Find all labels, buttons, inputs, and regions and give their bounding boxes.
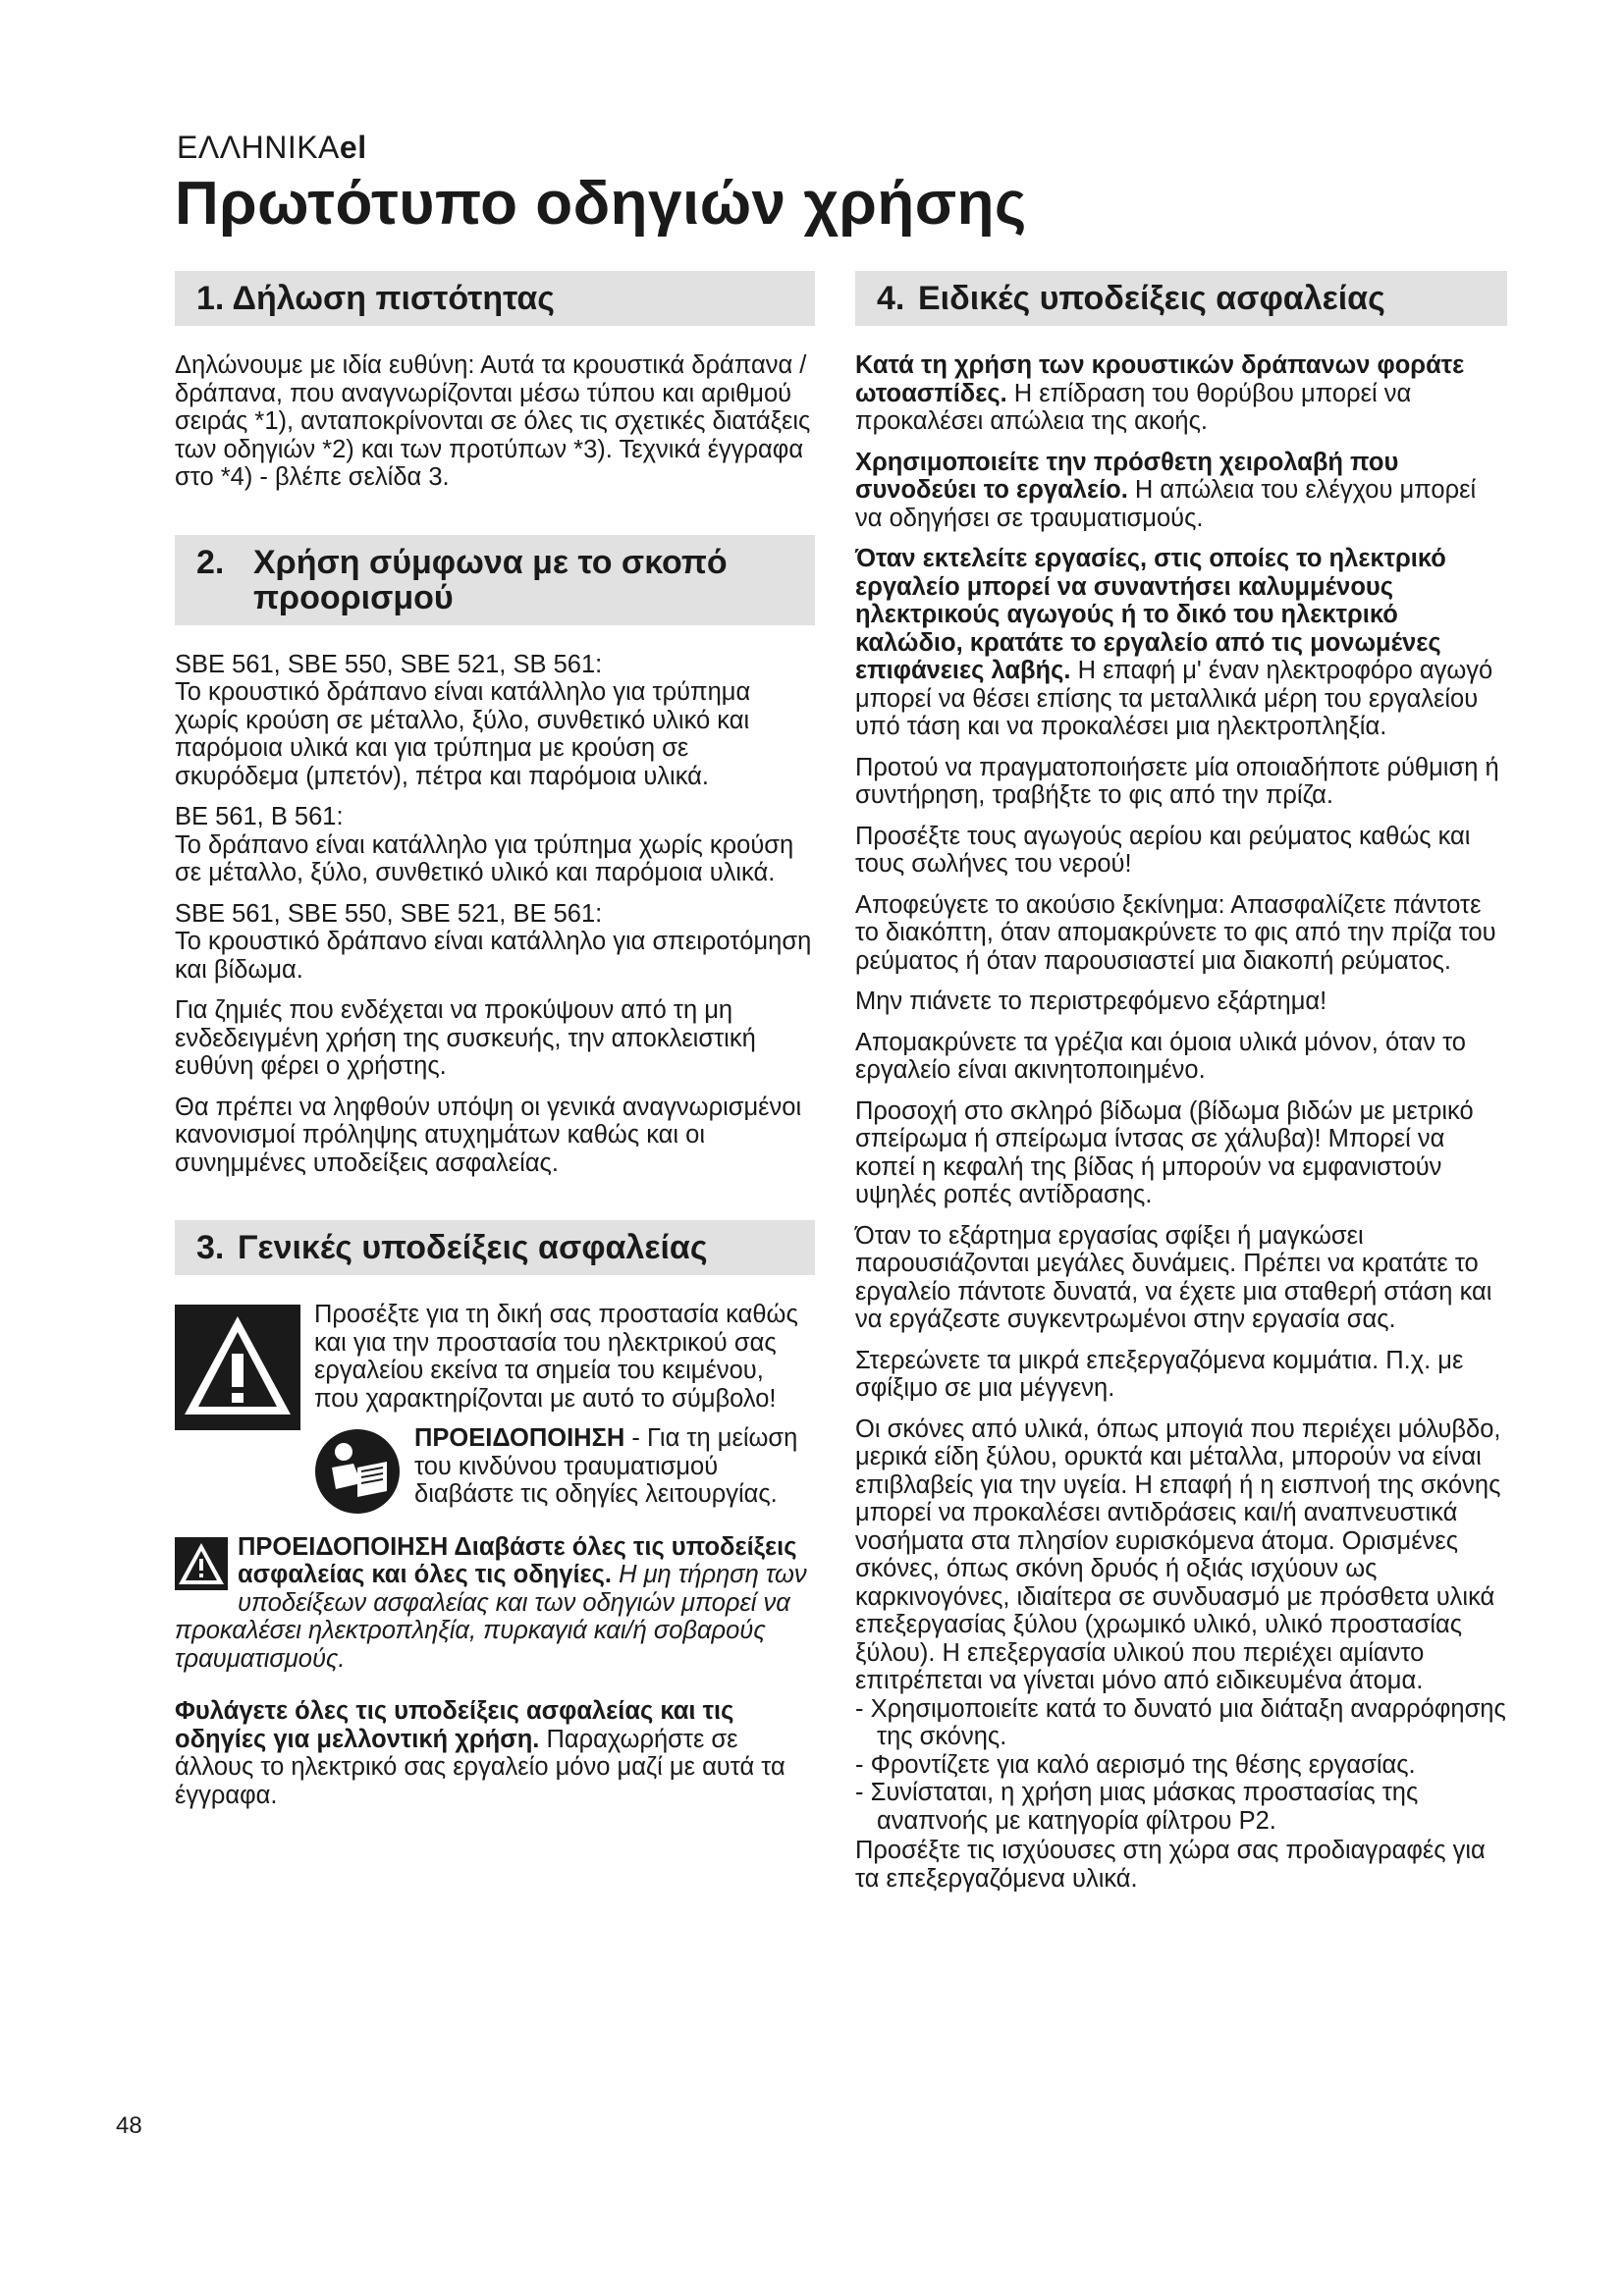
- section-1-number: 1.: [196, 280, 225, 317]
- section-3-title: Γενικές υποδείξεις ασφαλείας: [238, 1229, 708, 1266]
- warning-triangle-icon: [175, 1305, 300, 1430]
- section-1-heading: [175, 271, 815, 326]
- unintended-start-text: Αποφεύγετε το ακούσιο ξεκίνημα: Απασφαλίζετε πάντοτε το διακόπτη, όταν απομακρύνετε το φις από την πρίζα του ρεύματος ή όταν παρουσιαστεί μια διακοπή ρεύματος.: [855, 890, 1496, 975]
- section-4-title: Ειδικές υποδείξεις ασφαλείας: [918, 280, 1385, 317]
- hard-screwing-text: Προσοχή στο σκληρό βίδωμα (βίδωμα βιδών με μετρικό σπείρωμα ή σπείρωμα ίντσας σε χάλυβα)! Μπορεί να κοπεί η κεφαλή της βίδας ή μπορούν να εμφανιστούν υψηλές ροπές αντίδρασης.: [855, 1096, 1474, 1208]
- ear-protection-bold: Κατά τη χρήση των κρουστικών δράπανων φοράτε ωτοασπίδες.: [855, 351, 1465, 407]
- chips-removal-text: Απομακρύνετε τα γρέζια και όμοια υλικά μόνον, όταν το εργαλείο είναι ακινητοποιημένο.: [855, 1028, 1466, 1084]
- list-item: - Χρησιμοποιείτε κατά το δυνατό μια διάταξη αναρρόφησης της σκόνης.: [855, 1694, 1506, 1750]
- aux-handle-detail: Η απώλεια του ελέγχου μπορεί να οδηγήσει σε τραυματισμούς.: [855, 476, 1477, 532]
- keep-instructions-bold: Φυλάγετε όλες τις υποδείξεις ασφαλείας και τις οδηγίες για μελλοντική χρήση.: [175, 1697, 734, 1753]
- keep-instructions-text: [175, 1697, 815, 1809]
- models-2: BE 561, B 561:: [175, 803, 344, 830]
- national-regulations-text: Προσέξτε τις ισχύουσες στη χώρα σας προδιαγραφές για τα επεξεργαζόμενα υλικά.: [855, 1837, 1486, 1893]
- read-manual-icon: [314, 1428, 401, 1515]
- liability-text: Για ζημιές που ενδέχεται να προκύψουν από τη μη ενδεδειγμένη χρήση της συσκευής, την αποκλειστική ευθύνη φέρει ο χρήστης.: [175, 996, 756, 1080]
- language-code: el: [339, 130, 367, 165]
- utility-lines-text: Προσέξτε τους αγωγούς αερίου και ρεύματος καθώς και τους σωλήνες του νερού!: [855, 822, 1471, 878]
- regulations-text: Θα πρέπει να ληφθούν υπόψη οι γενικά αναγνωρισμένοι κανονισμοί πρόληψης ατυχημάτων καθώς και οι συνημμένες υποδείξεις ασφαλείας.: [175, 1093, 802, 1177]
- jamming-text: Όταν το εξάρτημα εργασίας σφίξει ή μαγκώσει παρουσιάζονται μεγάλες δυνάμεις. Πρέπει να κρατάτε το εργαλείο πάντοτε δυνατά, να έχετε μια σταθερή στάση και να εργάζεστε συγκεντρωμένοι στην εργασία σας.: [855, 1221, 1492, 1333]
- left-column: [175, 271, 815, 1822]
- symbol-note-text: Προσέξτε για τη δική σας προστασία καθώς και για την προστασία του ηλεκτρικού σας εργαλείου εκείνα τα σημεία του κειμένου, που χαρακτηρίζονται με αυτό το σύμβολο!: [314, 1301, 798, 1413]
- rotating-part-text: Μην πιάνετε το περιστρεφόμενο εξάρτημα!: [855, 988, 1327, 1015]
- dust-text: Οι σκόνες από υλικά, όπως μπογιά που περιέχει μόλυβδο, μερικά είδη ξύλου, ορυκτά και μέταλλα, μπορούν να είναι επιβλαβείς για την υγεία. Η επαφή ή η εισπνοή της σκόνης μπορεί να προκαλέσει αντιδράσεις και/ή αναπνευστικά νοσήματα στα πλησίον ευρισκόμενα άτομα. Ορισμένες σκόνες, όπως σκόνη δρυός ή οξιάς ισχύουν ως καρκινογόνες, ιδιαίτερα σε συνδυασμό με πρόσθετα υλικά επεξεργασίας ξύλου (χρωμικό υλικό, υλικό προστασίας ξύλου). Η επεξεργασία υλικού που περιέχει αμίαντο επιτρέπεται να γίνεται μόνο από ειδικευμένα άτομα.: [855, 1415, 1501, 1694]
- hidden-wiring-detail: Η επαφή μ' έναν ηλεκτροφόρο αγωγό μπορεί να θέσει επίσης τα μεταλλικά μέρη του εργαλείου υπό τάση και να προκαλέσει μια ηλεκτροπληξία.: [855, 657, 1493, 740]
- declaration-text: Δηλώνουμε με ιδία ευθύνη: Αυτά τα κρουστικά δράπανα / δράπανα, που αναγνωρίζονται μέσω τύπου και αριθμού σειράς *1), ανταποκρίνονται σε όλες τις σχετικές διατάξεις των οδηγιών *2) και των προτύπων *3). Τεχνικά έγγραφα στο *4) - βλέπε σελίδα 3.: [175, 351, 811, 491]
- section-2-heading: [175, 535, 815, 625]
- section-2-number: 2.: [196, 543, 225, 581]
- section-1-title: Δήλωση πιστότητας: [232, 280, 555, 317]
- dust-measures-list: [855, 1695, 1507, 1836]
- general-warning-italic: Η μη τήρηση των υποδείξεων ασφαλείας και των οδηγιών μπορεί να προκαλέσει ηλεκτροπληξία, πυρκαγιά και/ή σοβαρούς τραυματισμούς.: [175, 1561, 807, 1673]
- general-warning-bold: ΠΡΟΕΙΔΟΠΟΙΗΣΗ Διαβάστε όλες τις υποδείξεις ασφαλείας και όλες τις οδηγίες.: [238, 1532, 797, 1588]
- intended-use-para-1: [175, 651, 815, 791]
- ear-protection-text: [855, 351, 1507, 436]
- language-name: ΕΛΛΗΝΙΚΑ: [177, 130, 340, 165]
- section-2-title: Χρήση σύμφωνα με το σκοπό προορισμού: [253, 543, 728, 616]
- intended-use-para-2: [175, 803, 815, 887]
- hidden-wiring-bold: Όταν εκτελείτε εργασίες, στις οποίες το ηλεκτρικό εργαλείο μπορεί να συναντήσει καλυμμένους ηλεκτρικούς αγωγούς ή το δικό του ηλεκτρικό καλώδιο, κρατάτε το εργαλείο από τις μονωμένες επιφάνειες λαβής.: [855, 545, 1446, 684]
- section-3-heading: [175, 1220, 815, 1275]
- intended-use-text-2: Το δράπανο είναι κατάλληλο για τρύπημα χωρίς κρούση σε μέταλλο, ξύλο, συνθετικό υλικό και παρόμοια υλικά.: [175, 830, 794, 886]
- read-manual-note: [314, 1424, 815, 1522]
- symbol-note: [175, 1301, 815, 1413]
- read-manual-detail: - Για τη μείωση του κινδύνου τραυματισμού διαβάστε τις οδηγίες λειτουργίας.: [414, 1424, 798, 1508]
- section-3-number: 3.: [196, 1229, 225, 1266]
- models-1: SBE 561, SBE 550, SBE 521, SB 561:: [175, 650, 603, 678]
- page-title: Πρωτότυπο οδηγιών χρήσης: [175, 170, 1027, 238]
- ear-protection-detail: Η επίδραση του θορύβου μπορεί να προκαλέσει απώλεια της ακοής.: [855, 379, 1412, 435]
- page-number: 48: [116, 2112, 142, 2139]
- section-4-number: 4.: [877, 280, 905, 317]
- models-3: SBE 561, SBE 550, SBE 521, BE 561:: [175, 899, 603, 928]
- right-column: [855, 271, 1507, 1905]
- list-item: - Συνίσταται, η χρήση μιας μάσκας προστασίας της αναπνοής με κατηγορία φίλτρου P2.: [855, 1779, 1419, 1835]
- general-warning: [175, 1533, 815, 1686]
- list-item: - Φροντίζετε για καλό αερισμό της θέσης εργασίας.: [855, 1750, 1416, 1779]
- aux-handle-text: [855, 449, 1507, 533]
- hidden-wiring-text: [855, 545, 1507, 741]
- unplug-text: Προτού να πραγματοποιήσετε μία οποιαδήποτε ρύθμιση ή συντήρηση, τραβήξτε το φις από την πρίζα.: [855, 753, 1499, 809]
- warning-label-1: ΠΡΟΕΙΔΟΠΟΙΗΣΗ: [414, 1424, 625, 1452]
- intended-use-para-3: [175, 900, 815, 985]
- keep-instructions-detail: Παραχωρήστε σε άλλους το ηλεκτρικό σας εργαλείο μόνο μαζί με αυτά τα έγγραφα.: [175, 1725, 785, 1809]
- section-4-heading: [855, 271, 1507, 326]
- intended-use-text-3: Το κρουστικό δράπανο είναι κατάλληλο για σπειροτόμηση και βίδωμα.: [175, 928, 812, 984]
- aux-handle-bold: Χρησιμοποιείτε την πρόσθετη χειρολαβή που συνοδεύει το εργαλείο.: [855, 448, 1399, 504]
- warning-triangle-small-icon: [175, 1537, 228, 1590]
- intended-use-text-1: Το κρουστικό δράπανο είναι κατάλληλο για τρύπημα χωρίς κρούση σε μέταλλο, ξύλο, συνθετικό υλικό και παρόμοια υλικά και για τρύπημα με κρούση σε σκυρόδεμα (μπετόν), πέτρα και παρόμοια υλικά.: [175, 678, 751, 790]
- secure-workpiece-text: Στερεώνετε τα μικρά επεξεργαζόμενα κομμάτια. Π.χ. με σφίξιμο σε μια μέγγενη.: [855, 1346, 1464, 1402]
- language-label: [177, 130, 367, 166]
- general-warning-text: [175, 1533, 815, 1674]
